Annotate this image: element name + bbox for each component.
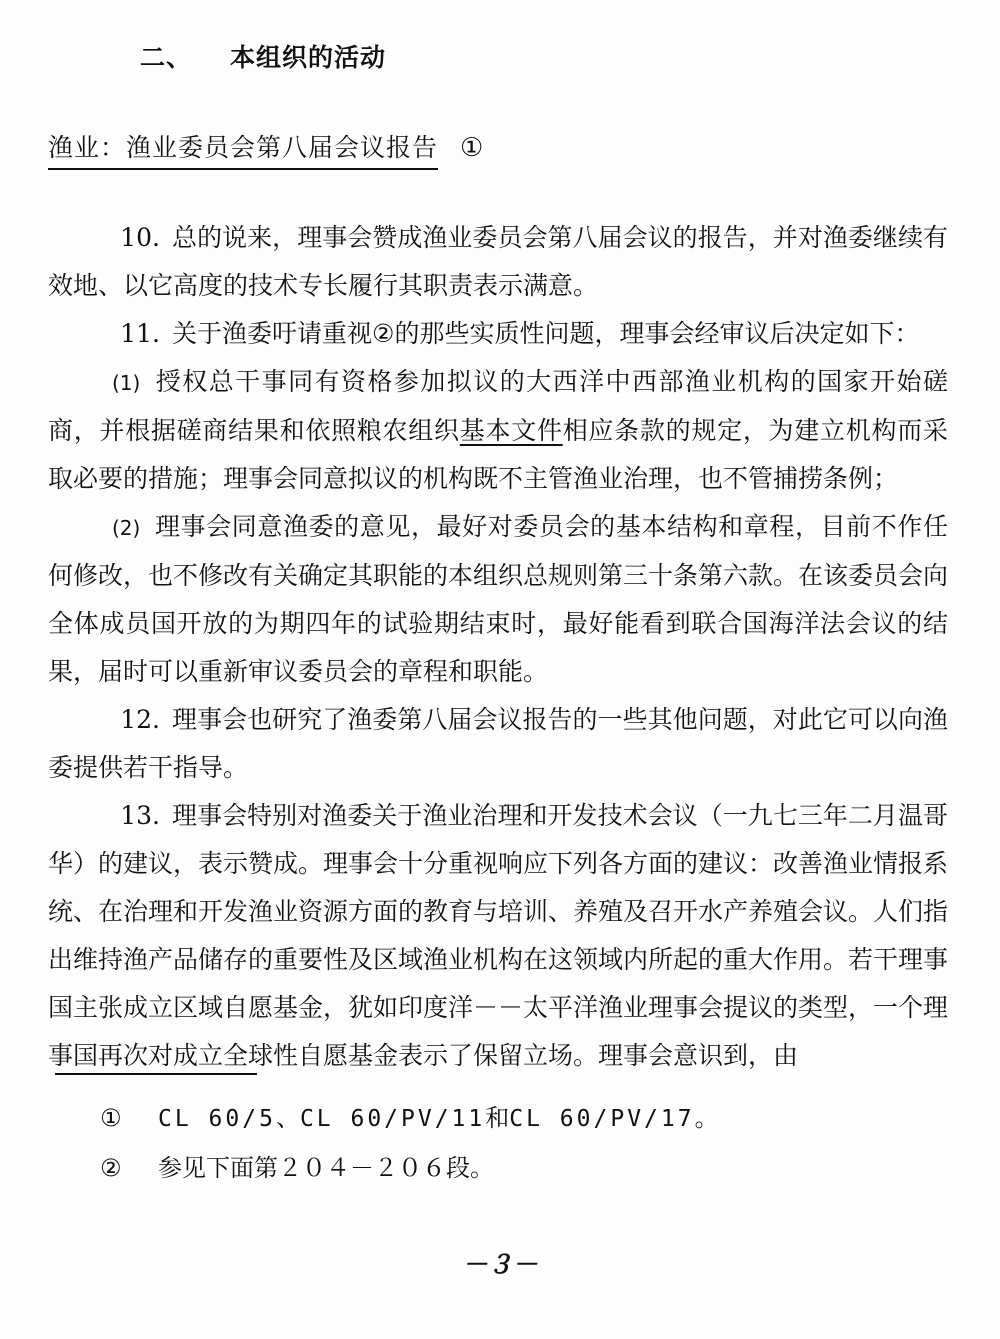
paragraph-text: 关于渔委吁请重视 (172, 319, 373, 348)
footnote-ref-2: ② (372, 319, 395, 348)
footnote-text: 参见下面第２０４－２０６段。 (158, 1154, 494, 1182)
footnote-2 (100, 1148, 494, 1183)
paragraph-11-2 (48, 503, 948, 696)
section-heading (140, 38, 386, 74)
paragraph-10 (48, 214, 948, 310)
section-title: 本组织的活动 (230, 43, 387, 72)
subparagraph-number: (1) (112, 371, 141, 395)
paragraph-number: 11. (120, 319, 160, 348)
footnote-divider (55, 1073, 257, 1075)
underlined-term: 基本文件 (459, 416, 563, 445)
page-number: －３－ (462, 1250, 538, 1279)
paragraph-11-1 (48, 358, 948, 503)
paragraph-number: 12. (120, 705, 160, 734)
paragraph-text-cont: 的那些实质性问题，理事会经审议后决定如下： (394, 319, 920, 348)
paragraph-text: 总的说来，理事会赞成渔业委员会第八届会议的报告，并对渔委继续有效地、以它高度的技术专长履行其职责表示满意。 (48, 223, 948, 300)
body-text (48, 214, 948, 1080)
footnote-1 (100, 1098, 719, 1133)
footnote-end: 。 (694, 1104, 719, 1132)
subparagraph-number: (2) (112, 516, 141, 540)
footnote-ref-c: CL 60/PV/17 (509, 1106, 695, 1132)
paragraph-text: 理事会特别对渔委关于渔业治理和开发技术会议（一九七三年二月温哥华）的建议，表示赞成。理事会十分重视响应下列各方面的建议：改善渔业情报系统、在治理和开发渔业资源方面的教育与培训、养殖及召开水产养殖会议。人们指出维持渔产品储存的重要性及区域渔业机构在这领域内所起的重大作用。若干理事国主张成立区域自愿基金，犹如印度洋－－太平洋渔业理事会提议的类型，一个理事国再次对成立全球性自愿基金表示了保留立场。理事会意识到，由 (48, 801, 949, 1070)
footnote-ref-1: ① (460, 133, 485, 163)
section-number: 二、 (140, 43, 193, 72)
footnote-ref-b: CL 60/PV/11 (299, 1106, 486, 1132)
paragraph-number: 13. (120, 801, 160, 830)
sub-heading-text: 渔业：渔业委员会第八届会议报告 (48, 133, 438, 170)
footnote-sep: 和 (485, 1104, 510, 1132)
paragraph-text: 授权总干事同有资格参加拟议的大西洋中西部渔业机构的国家开始磋商，并根据磋商结果和依照粮农组织 (48, 367, 948, 445)
sub-heading (48, 128, 484, 164)
footnote-mark: ② (100, 1154, 122, 1182)
paragraph-text: 理事会同意渔委的意见，最好对委员会的基本结构和章程，目前不作任何修改，也不修改有关确定其职能的本组织总规则第三十条第六款。在该委员会向全体成员国开放的为期四年的试验期结束时，最好能看到联合国海洋法会议的结果，届时可以重新审议委员会的章程和职能。 (48, 512, 949, 686)
paragraph-12 (48, 696, 948, 792)
footnote-sep: 、 (275, 1104, 300, 1132)
paragraph-text-cont: 相应条款的规定，为建立机构而采取必要的措施；理事会同意拟议的机构既不主管渔业治理，也不管捕捞条例； (48, 416, 948, 493)
paragraph-text: 理事会也研究了渔委第八届会议报告的一些其他问题，对此它可以向渔委提供若干指导。 (48, 705, 948, 782)
footnote-ref-a: CL 60/5 (158, 1106, 276, 1132)
paragraph-13 (48, 792, 948, 1080)
footnote-mark: ① (100, 1104, 122, 1132)
paragraph-number: 10. (120, 223, 160, 252)
paragraph-11 (48, 310, 948, 358)
